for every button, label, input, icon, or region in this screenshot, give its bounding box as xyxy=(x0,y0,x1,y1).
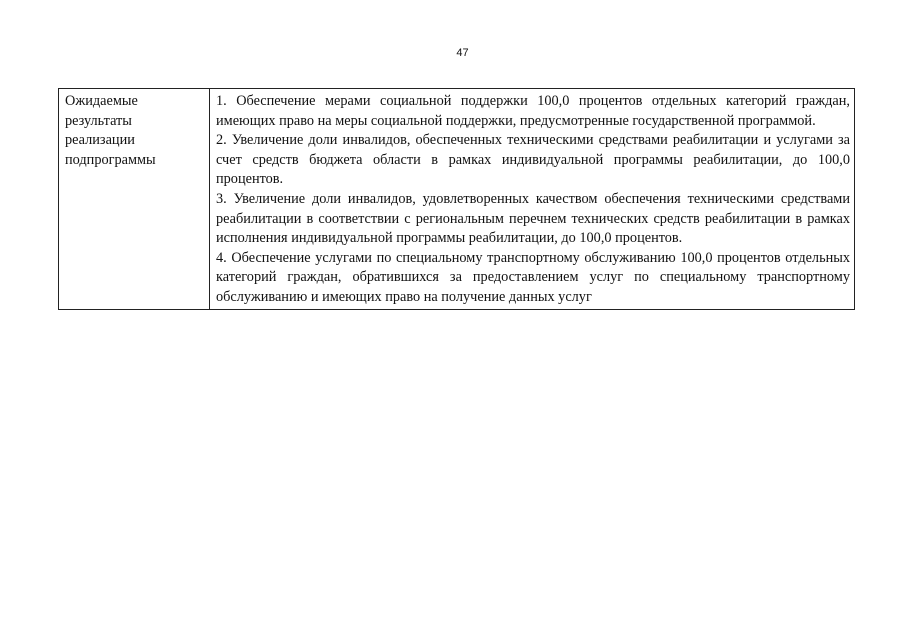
result-item-4: 4. Обеспечение услугами по специальному транспортному обслуживанию 100,0 процентов отдельных категорий граждан, обратившихся за предоставлением услуг по специальному транспортному обслуживанию и имеющих право на получение данных услуг xyxy=(216,249,850,305)
result-item-3: 3. Увеличение доли инвалидов, удовлетворенных качеством обеспечения техническими средствами реабилитации в соответствии с региональным перечнем технических средств реабилитации в рамках исполнения индивидуальной программы реабилитации, до 100,0 процентов. xyxy=(216,190,850,247)
label-line: подпрограммы xyxy=(65,151,156,168)
content-cell xyxy=(210,89,855,310)
label-cell xyxy=(59,89,210,310)
result-item-2: 2. Увеличение доли инвалидов, обеспеченных техническими средствами реабилитации и услугами за счет средств бюджета области в рамках индивидуальной программы реабилитации, до 100,0 процентов. xyxy=(216,132,850,188)
page-number: 47 xyxy=(456,47,469,59)
result-item-1: 1. Обеспечение мерами социальной поддержки 100,0 процентов отдельных категорий граждан, имеющих право на меры социальной поддержки, предусмотренные государственной программой. xyxy=(216,93,850,129)
label-line: реализации xyxy=(65,132,135,149)
label-line: Ожидаемые xyxy=(65,93,138,109)
label-line: результаты xyxy=(65,112,132,129)
document-table xyxy=(58,88,855,310)
table-row xyxy=(59,89,855,310)
